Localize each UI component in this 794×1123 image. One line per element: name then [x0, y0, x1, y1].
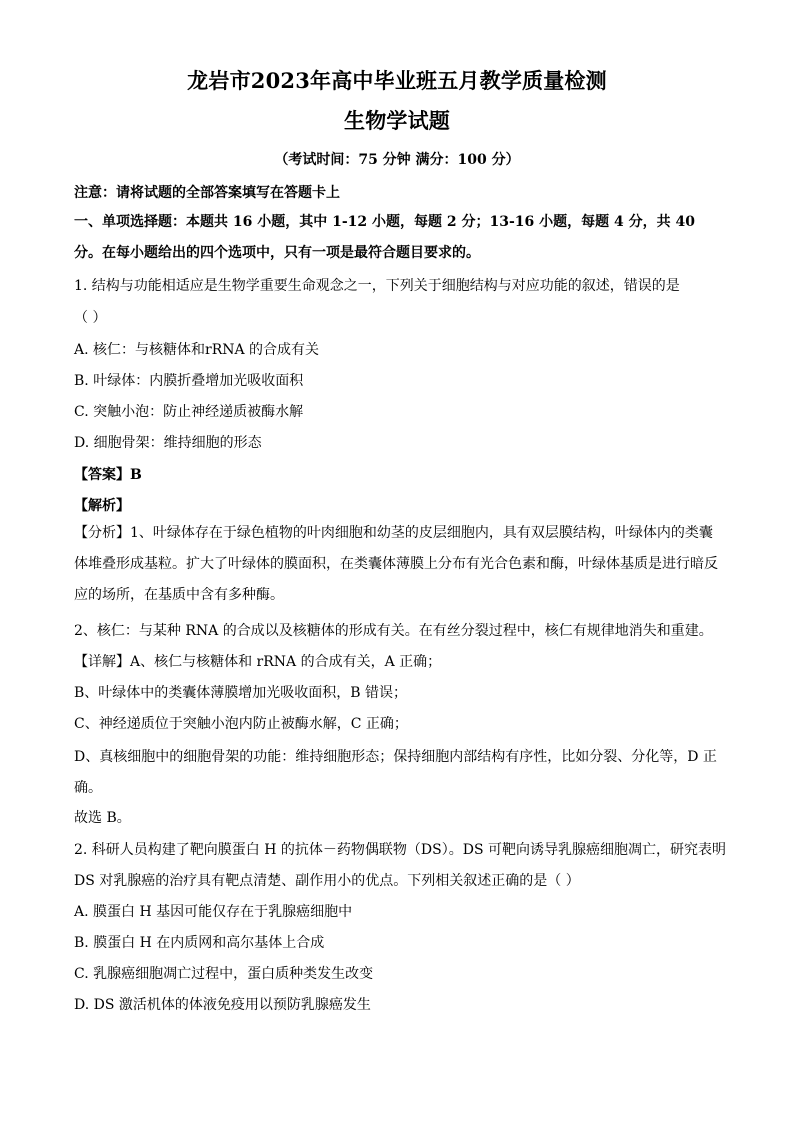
question-1-option-c: C. 突触小泡：防止神经递质被酶水解: [74, 404, 304, 420]
details-b: B、叶绿体中的类囊体薄膜增加光吸收面积，B 错误；: [74, 685, 408, 701]
analysis-paragraph-2: 2、核仁：与某种 RNA 的合成以及核糖体的形成有关。在有丝分裂过程中，核仁有规律地消失和重建。: [74, 623, 713, 639]
page-subtitle: 生物学试题: [344, 108, 450, 133]
final-choice: 故选 B。: [74, 810, 131, 826]
section-heading: 一、单项选择题：本题共 16 小题，其中 1-12 小题，每题 2 分；13-16 小题，每题 4 分，共 40 分。在每小题给出的四个选项中，只有一项是最符合题目要求的。: [74, 214, 695, 261]
analysis-label: 【解析】: [74, 498, 130, 514]
question-1-stem-line-1: 1. 结构与功能相适应是生物学重要生命观念之一，下列关于细胞结构与对应功能的叙述，错误的是: [74, 278, 680, 294]
exam-meta: （考试时间：75 分钟 满分：100 分）: [274, 152, 520, 168]
question-2-option-b: B. 膜蛋白 H 在内质网和高尔基体上合成: [74, 935, 325, 951]
question-2-option-c: C. 乳腺癌细胞凋亡过程中，蛋白质种类发生改变: [74, 966, 374, 982]
instruction-note: 注意：请将试题的全部答案填写在答题卡上: [74, 185, 340, 201]
analysis-paragraph-1: 【分析】1、叶绿体存在于绿色植物的叶肉细胞和幼茎的皮层细胞内，具有双层膜结构，叶绿体内的类囊体堆叠形成基粒。扩大了叶绿体的膜面积，在类囊体薄膜上分布有光合色素和酶，叶绿体基质是进行暗反应的场所，在基质中含有多种酶。: [74, 525, 718, 603]
details-c: C、神经递质位于突触小泡内防止被酶水解，C 正确；: [74, 716, 408, 732]
question-1-option-d: D. 细胞骨架：维持细胞的形态: [74, 435, 262, 451]
answer-label: 【答案】B: [74, 467, 142, 483]
details-d: D、真核细胞中的细胞骨架的功能：维持细胞形态；保持细胞内部结构有序性，比如分裂、分化等，D 正确。: [74, 749, 717, 796]
question-1-option-a: A. 核仁：与核糖体和rRNA 的合成有关: [74, 342, 320, 358]
details-intro: 【详解】A、核仁与核糖体和 rRNA 的合成有关，A 正确；: [74, 654, 442, 670]
page-title: 龙岩市2023年高中毕业班五月教学质量检测: [187, 68, 607, 93]
question-1-stem-line-2: （ ）: [74, 310, 107, 326]
question-1-option-b: B. 叶绿体：内膜折叠增加光吸收面积: [74, 373, 304, 389]
question-2-stem: 2. 科研人员构建了靶向膜蛋白 H 的抗体－药物偶联物（DS）。DS 可靶向诱导乳腺癌细胞凋亡，研究表明 DS 对乳腺癌的治疗具有靶点清楚、副作用小的优点。下列相关叙述正确的是（ ）: [74, 842, 726, 889]
question-2-option-a: A. 膜蛋白 H 基因可能仅存在于乳腺癌细胞中: [74, 904, 353, 920]
question-2-option-d: D. DS 激活机体的体液免疫用以预防乳腺癌发生: [74, 997, 371, 1013]
